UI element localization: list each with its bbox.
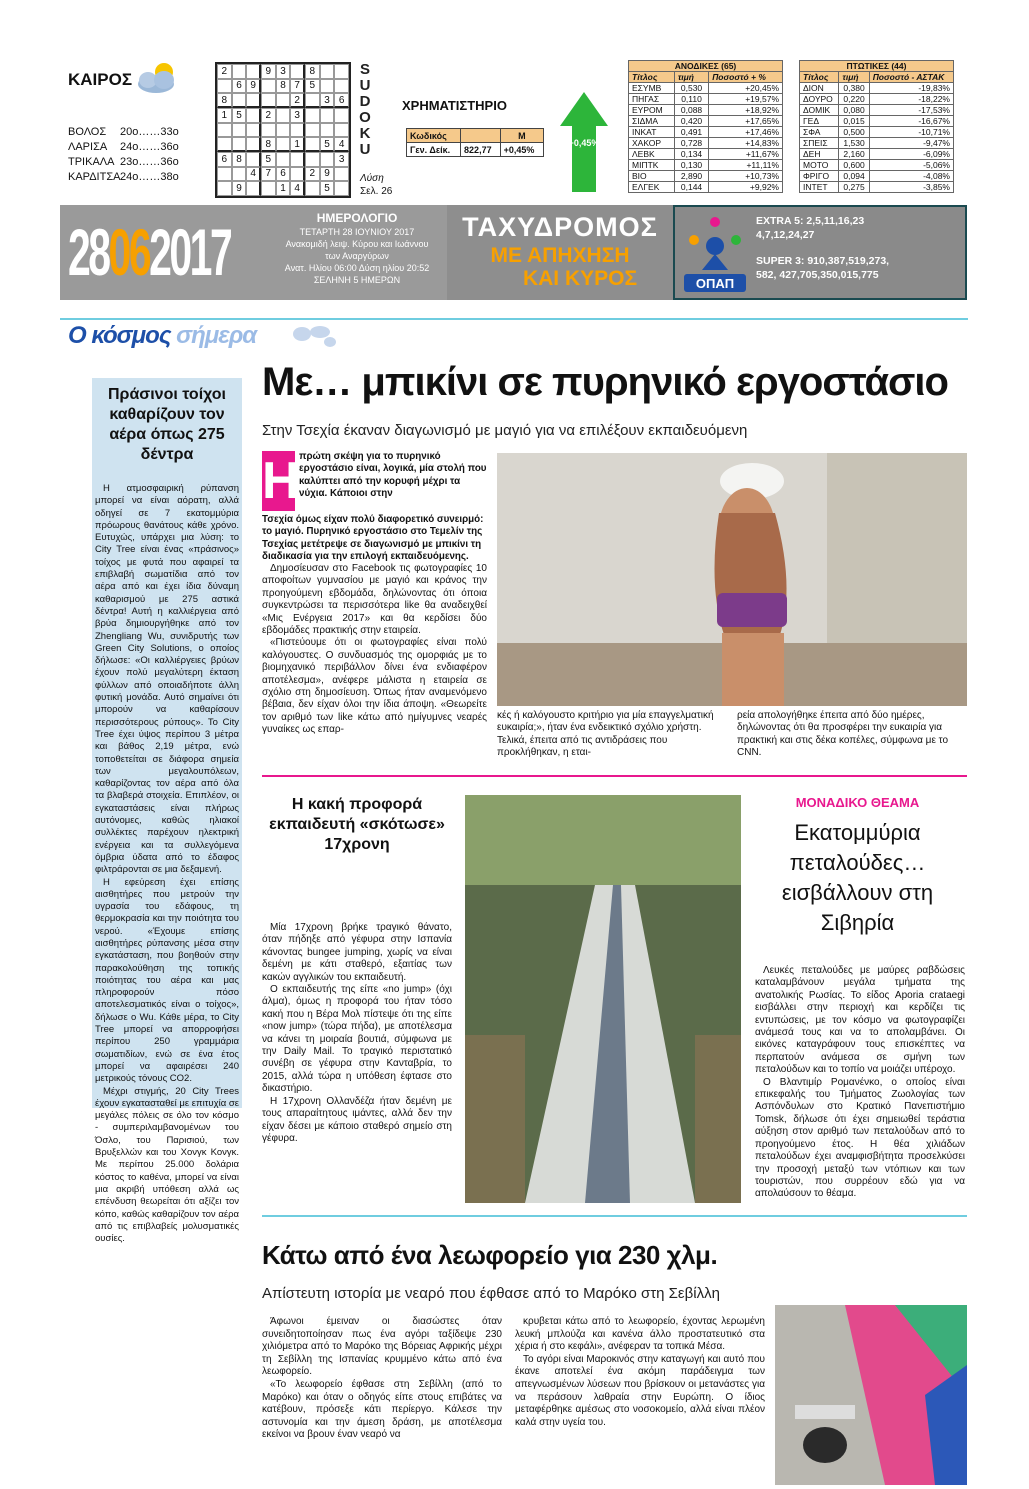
sudoku-cell: 5 — [232, 108, 247, 123]
sudoku-cell — [232, 93, 247, 108]
table-cell: ΕΛΓΕΚ — [629, 182, 675, 193]
sudoku-cell — [246, 152, 261, 167]
sudoku-letter: K — [359, 125, 371, 142]
sudoku-cell: 8 — [217, 93, 232, 108]
blue-divider — [262, 1215, 967, 1217]
table-row — [800, 116, 954, 127]
article3-paragraph: Ο Βλαντιμίρ Ρομανένκο, ο οποίος είναι επικεφαλής του Τμήματος Ζωολογίας των Ασπόνδυλων στο Κρατικό Πανεπιστήμιο Tomsk, δήλωσε ότι έχει σημειωθεί τεράστια αύξηση στον αριθμό των πεταλούδων από το προηγούμενο έτος. Η θέα χιλιάδων πεταλούδων έχει αναμφισβήτητα προσελκύσει την προσοχή μεταξύ των ντόπιων και των τουριστών, που συρρέουν εδώ για να απολαύσουν το θέαμα. — [755, 1076, 965, 1200]
sudoku-cell — [290, 167, 305, 182]
table-cell: ΔΕΗ — [800, 149, 839, 160]
table-cell: +10,73% — [709, 171, 783, 182]
article1-lead: πρώτη σκέψη για το πυρηνικό εργοστάσιο είναι, λογικά, μία στολή που καλύπτει από την κορυφή μέχρι τα νύχια. Κάποιοι στην — [299, 451, 487, 499]
sudoku-cell — [305, 181, 320, 196]
sudoku-cell — [305, 93, 320, 108]
sidebar-paragraph: Η ατμοσφαιρική ρύπανση μπορεί να είναι αόρατη, αλλά οδηγεί σε 7 εκατομμύρια πρόωρους θανάτους κάθε χρόνο. Ευτυχώς, υπάρχει μια λύση: το City Tree είναι ένας «πράσινος» τοίχος με φυτά που αφαιρεί τα επιβλαβή σωματίδια από τον αέρα από και έχει ίδια δύναμη καθαρισμού με 275 αστικά δέντρα! Αυτή η καλλιέργεια από βρύα δημιουργήθηκε από τον Zhengliang Wu, συνιδρυτής των Green City Solutions, ο οποίος δήλωσε: «Οι καλλιέργειες βρύων έχουν πολύ μεγαλύτερη έκταση φύλλων από οποιαδήποτε άλλη φυτική μονάδα. Αυτό σημαίνει ότι μπορούν να καθαρίσουν περισσότερους ρύπους». Το City Tree έχει ύψος περίπου 3 μέτρα και βάθος 2,19 μέτρα, ενώ τοποθετείται σε διάφορα σημεία των μεγαλουπόλεων, καθαρίζοντας τον αέρα από όλα τα βλαβερά στοιχεία. Επιπλέον, οι εγκαταστάσεις είναι πλήρως αυτόνομες, καθώς ηλιακοί συλλέκτες παρέχουν ηλεκτρική ενέργεια και τα συλλεγόμενα όμβρια ύδατα από το έδαφος φιλτράρονται σε μια δεξαμενή. — [95, 483, 239, 876]
table-row — [800, 94, 954, 105]
sudoku-cell — [290, 123, 305, 138]
table-header-row — [629, 72, 783, 83]
table-cell: +11,67% — [709, 149, 783, 160]
bus-boy-photo — [775, 1305, 967, 1485]
table-cell: 0,220 — [839, 94, 869, 105]
article1-headline: Με… μπικίνι σε πυρηνικό εργοστάσιο — [262, 360, 948, 404]
sudoku-cell: 1 — [217, 108, 232, 123]
sudoku-grid — [215, 62, 351, 198]
article4-paragraph: «Το λεωφορείο έφθασε στη Σεβίλλη (από το Μαρόκο) και όταν ο οδηγός είπε στους επιβάτες να κατέβουν, πρόσεξε κάτι περίεργο. Κάλεσε την αστυνομία και την άμεση δράση, με αποτέλεσμα εκείνοι να βρουν έναν νεαρό να — [262, 1378, 502, 1441]
article2-paragraph: Μία 17χρονη βρήκε τραγικό θάνατο, όταν πήδηξε από γέφυρα στην Ισπανία κάνοντας bungee jumping, χωρίς να είναι δεμένη με κάτι σταθερό, εξαιτίας των κακών αγγλικών του εκπαιδευτή. — [262, 922, 452, 983]
table-cell: ΔΟΜΙΚ — [800, 105, 839, 116]
sudoku-cell: 1 — [290, 137, 305, 152]
table-cell: +20,45% — [709, 83, 783, 94]
sudoku-cell — [276, 152, 291, 167]
sudoku-cell — [290, 64, 305, 79]
table-cell: 0,094 — [839, 171, 869, 182]
sudoku-cell: 9 — [261, 64, 276, 79]
table-cell: ΓΕΔ — [800, 116, 839, 127]
sidebar-body — [92, 483, 242, 1245]
table-header-cell: Τίτλος — [800, 72, 839, 83]
almanac — [272, 212, 442, 286]
weather-city: ΛΑΡΙΣΑ — [68, 141, 108, 153]
sudoku-cell: 8 — [305, 64, 320, 79]
stock-row — [407, 143, 544, 157]
sudoku-cell — [217, 123, 232, 138]
weather-row — [68, 125, 179, 140]
article3-headline: Εκατομμύρια πεταλούδες… εισβάλλουν στη Σιβηρία — [781, 820, 934, 935]
table-caption-row — [800, 61, 954, 72]
article2-paragraph: Ο εκπαιδευτής της είπε «no jump» (όχι άλμα), όμως η προφορά του ήταν τόσο κακή που η Βέρα Μολ πίστεψε ότι της είπε «now jump» (τώρα πήδα), με αποτέλεσμα να κάνει τη μοιραία βουτιά, σύμφωνα με την Daily Mail. Το τραγικό περιστατικό συνέβη σε γέφυρα στην Κανταβρία, το 2015, αλλά τώρα η υπόθεση έφτασε στο δικαστήριο. — [262, 984, 452, 1095]
weather-city: ΚΑΡΔΙΤΣΑ — [68, 171, 121, 183]
stock-header-row — [407, 129, 544, 143]
date-year: 2017 — [149, 215, 231, 289]
table-cell: ΣΙΔΜΑ — [629, 116, 675, 127]
sudoku-cell — [320, 152, 335, 167]
world-map-icon — [290, 322, 340, 350]
super3-line: SUPER 3: 910,387,519,273, — [756, 255, 890, 267]
table-cell: -18,22% — [869, 94, 953, 105]
sudoku-cell — [261, 93, 276, 108]
sudoku-cell: 9 — [246, 79, 261, 94]
article2-body — [262, 922, 452, 1145]
sudoku-cell — [334, 64, 349, 79]
table-cell: -10,71% — [869, 127, 953, 138]
section-title-a: Ο κόσμος — [68, 322, 171, 349]
sudoku-solution-label: Λύση — [360, 173, 384, 184]
table-row — [629, 116, 783, 127]
article1-lead-cont: Τσεχία όμως είχαν πολύ διαφορετικό συνειρμό: το μαγιό. Πυρηνικό εργοστάσιο στο Τεμελίν της Τσεχίας μετέτρεψε σε διαγωνισμό με μπικίνι τη διαδικασία για την επιλογή εκπαιδευόμενης. — [262, 514, 484, 562]
table-cell: 0,088 — [674, 105, 708, 116]
stock-cell: +0,45% — [500, 143, 543, 157]
sudoku-cell: 7 — [290, 79, 305, 94]
table-cell: 0,080 — [839, 105, 869, 116]
table-header-cell: Ποσοστό + % — [709, 72, 783, 83]
table-row — [629, 83, 783, 94]
sudoku-cell — [217, 79, 232, 94]
sudoku-cell — [261, 123, 276, 138]
table-cell: ΔΟΥΡΟ — [800, 94, 839, 105]
weather-city: ΒΟΛΟΣ — [68, 126, 107, 138]
extra5-line: 4,7,12,24,27 — [756, 229, 815, 241]
sudoku-cell: 5 — [305, 79, 320, 94]
article4-paragraph: Άφωνοι έμειναν οι διασώστες όταν συνειδητοποίησαν πως ένα αγόρι ταξίδεψε 230 χιλιόμετρα από το Μαρόκο της Βόρειας Αφρικής μέχρι τη Σεβίλλη της Ισπανίας κρυμμένο κάτω από ένα λεωφορείο. — [262, 1316, 502, 1378]
date-day: 28 — [68, 215, 109, 289]
sudoku-cell — [217, 167, 232, 182]
opap-logo — [682, 212, 748, 294]
sudoku-cell — [305, 123, 320, 138]
weather-row — [68, 140, 179, 155]
sudoku-cell: 6 — [232, 79, 247, 94]
sudoku-cell — [276, 93, 291, 108]
sudoku-cell: 5 — [261, 152, 276, 167]
table-caption: ΠΤΩΤΙΚΕΣ (44) — [800, 61, 954, 72]
butterflies-stream-photo — [465, 795, 741, 1203]
sudoku-cell: 6 — [334, 93, 349, 108]
section-title — [68, 322, 256, 350]
cloud-sun-icon — [130, 60, 186, 96]
sudoku-cell — [290, 152, 305, 167]
stock-title: ΧΡΗΜΑΤΙΣΤΗΡΙΟ — [402, 98, 507, 113]
sudoku-cell — [232, 167, 247, 182]
table-cell: ΣΦΑ — [800, 127, 839, 138]
sudoku-cell: 2 — [305, 167, 320, 182]
table-cell: 0,144 — [674, 182, 708, 193]
bikini-helmet-photo — [497, 453, 967, 706]
table-row — [629, 160, 783, 171]
sudoku-cell — [246, 108, 261, 123]
table-cell: -5,06% — [869, 160, 953, 171]
table-cell: ΕΣΥΜΒ — [629, 83, 675, 94]
stock-header-cell: Μ — [500, 129, 543, 143]
stock-header-cell: Κωδικός — [407, 129, 461, 143]
sudoku-cell — [334, 167, 349, 182]
weather-city: ΤΡΙΚΑΛΑ — [68, 156, 115, 168]
sudoku-cell: 5 — [320, 181, 335, 196]
sudoku-cell: 9 — [320, 167, 335, 182]
table-row — [629, 149, 783, 160]
sudoku-cell — [334, 123, 349, 138]
table-cell: +19,57% — [709, 94, 783, 105]
table-cell: +9,92% — [709, 182, 783, 193]
weather-row — [68, 170, 179, 185]
section-title-b: σήμερα — [176, 322, 257, 349]
sudoku-letter: U — [359, 77, 371, 94]
table-cell: ΧΑΚΟΡ — [629, 138, 675, 149]
article1-paragraph: «Πιστεύουμε ότι οι φωτογραφίες είναι πολύ καλόγουστες. Ο συνδυασμός της ομορφιάς με το βιομηχανικό περιβάλλον δίνει ένα ενδιαφέρον αποτέλεσμα», ανέφερε μάλιστα η εταιρεία σε σχόλιο στη δημοσίευση. Όπως ήταν αναμενόμενο βέβαια, δεν είχαν όλοι την ίδια άποψη. «Θεωρείτε τον αριθμό των like κάτω από ημίγυμνες νεαρές γυναίκες ως επαρ- — [262, 637, 487, 736]
article4-subhead: Απίστευτη ιστορία με νεαρό που έφθασε από το Μαρόκο στη Σεβίλλη — [262, 1285, 720, 1302]
sudoku-letter: U — [359, 141, 371, 158]
sudoku-cell — [261, 79, 276, 94]
stock-index-table — [406, 128, 544, 157]
table-caption: ΑΝΟΔΙΚΕΣ (65) — [629, 61, 783, 72]
sudoku-cell: 6 — [276, 167, 291, 182]
date-month: 06 — [108, 215, 150, 289]
stock-arrow-label: +0,45% — [568, 138, 600, 148]
table-cell: ΕΥΡΟΜ — [629, 105, 675, 116]
sudoku-cell — [217, 181, 232, 196]
table-cell: 0,600 — [839, 160, 869, 171]
table-cell: ΣΠΕΙΣ — [800, 138, 839, 149]
table-cell: 1,530 — [839, 138, 869, 149]
article1-col2: κές ή καλόγουστο κριτήριο για μία επαγγελματική ευκαιρία;», ήταν ένα ενδεικτικό σχόλιο χρήστη. Τελικά, έπειτα από τις αντιδράσεις που προκλήθηκαν, η εται- — [497, 710, 714, 759]
sudoku-solution-ref — [360, 172, 392, 198]
table-row — [629, 182, 783, 193]
table-cell: 0,134 — [674, 149, 708, 160]
article3-body — [755, 965, 965, 1201]
sudoku-cell — [276, 137, 291, 152]
almanac-line: Ανακομιδή λειψ. Κύρου και Ιωάννου — [285, 239, 429, 249]
table-cell: 0,530 — [674, 83, 708, 94]
table-cell: +18,92% — [709, 105, 783, 116]
table-cell: ΦΡΙΓΟ — [800, 171, 839, 182]
sudoku-cell: 1 — [276, 181, 291, 196]
table-cell: 0,420 — [674, 116, 708, 127]
sudoku-cell: 4 — [246, 167, 261, 182]
table-row — [800, 83, 954, 94]
table-row — [800, 149, 954, 160]
sudoku-cell — [246, 181, 261, 196]
article1-paragraph: Δημοσίευσαν στο Facebook τις φωτογραφίες 10 αποφοίτων γυμνασίου με μαγιό και κράνος την προηγούμενη εβδομάδα, δηλώνοντας ότι όποια συγκεντρώσει τα περισσότερα like θα αναδειχθεί «Μις Ενέργεια 2017» και θα κερδίσει δύο εβδομάδες πρακτικής στην εταιρεία. — [262, 563, 487, 637]
sudoku-cell — [334, 181, 349, 196]
sudoku-cell — [232, 137, 247, 152]
sudoku-cell: 4 — [334, 137, 349, 152]
sudoku-cell — [320, 64, 335, 79]
table-header-cell: τιμή — [674, 72, 708, 83]
table-row — [629, 105, 783, 116]
sudoku-cell — [320, 108, 335, 123]
table-cell: -16,67% — [869, 116, 953, 127]
almanac-line: ΤΕΤΑΡΤΗ 28 ΙΟΥΝΙΟΥ 2017 — [299, 227, 415, 237]
table-row — [800, 138, 954, 149]
sudoku-cell — [334, 79, 349, 94]
sudoku-cell — [232, 123, 247, 138]
sudoku-cell — [246, 123, 261, 138]
table-row — [800, 182, 954, 193]
article1-subhead: Στην Τσεχία έκαναν διαγωνισμό με μαγιό για να επιλέξουν εκπαιδευόμενη — [262, 422, 748, 439]
table-cell: -9,47% — [869, 138, 953, 149]
weather-row — [68, 155, 179, 170]
big-date — [68, 214, 230, 290]
sudoku-word — [358, 62, 372, 158]
section-divider — [60, 318, 968, 320]
sudoku-cell — [320, 79, 335, 94]
table-cell: 0,491 — [674, 127, 708, 138]
slogan-line: ΚΑΙ ΚΥΡΟΣ — [522, 267, 638, 290]
table-cell: 0,728 — [674, 138, 708, 149]
sudoku-cell — [276, 108, 291, 123]
table-cell: ΙΝΤΕΤ — [800, 182, 839, 193]
sudoku-solution-page: Σελ. 26 — [360, 186, 393, 197]
table-cell: 0,015 — [839, 116, 869, 127]
table-cell: -4,08% — [869, 171, 953, 182]
sudoku-cell: 2 — [217, 64, 232, 79]
sudoku-cell — [261, 181, 276, 196]
article3-paragraph: Λευκές πεταλούδες με μαύρες ραβδώσεις καταλαμβάνουν μεγάλα τμήματα της ανατολικής Ρωσίας. Το είδος Aporia crataegi εισβάλλει στην περιοχή και κερδίζει τις εντυπώσεις, με τον κόσμο να φωτογραφίζει ανάμεσά τους και να το απολαμβάνει. Οι εικόνες καταγράφουν τους επισκέπτες να περπατούν ανάμεσα σε σμήνη των πεταλούδων και το τοπίο να μοιάζει υπέροχο. — [755, 965, 965, 1076]
weather-title: ΚΑΙΡΟΣ — [68, 70, 133, 89]
weather-temp: 24ο……36ο — [120, 141, 179, 153]
table-row — [629, 94, 783, 105]
pink-divider — [262, 775, 967, 777]
sudoku-cell: 3 — [276, 64, 291, 79]
almanac-line: ΣΕΛΗΝΗ 5 ΗΜΕΡΩΝ — [313, 275, 401, 285]
table-cell: ΛΕΒΚ — [629, 149, 675, 160]
table-cell: -17,53% — [869, 105, 953, 116]
sudoku-cell: 3 — [334, 152, 349, 167]
sudoku-cell: 2 — [261, 108, 276, 123]
sudoku-cell: 8 — [232, 152, 247, 167]
table-cell: -6,09% — [869, 149, 953, 160]
slogan-line: ΜΕ ΑΠΗΧΗΣΗ — [490, 244, 630, 267]
gainers-table — [628, 60, 783, 193]
sudoku-letter: S — [359, 61, 370, 78]
article3-kicker: ΜΟΝΑΔΙΚΟ ΘΕΑΜΑ — [795, 795, 920, 810]
sudoku-cell — [276, 123, 291, 138]
table-header-cell: Ποσοστό - ΑΣΤΑΚ — [869, 72, 953, 83]
table-cell: +14,83% — [709, 138, 783, 149]
article2-paragraph: Η 17χρονη Ολλανδέζα ήταν δεμένη με τους απαραίτητους ιμάντες, αλλά δεν την είχαν δέσει με κάποιο σταθερό σημείο στη γέφυρα. — [262, 1095, 452, 1144]
newspaper-slogan — [447, 244, 673, 290]
table-row — [800, 105, 954, 116]
table-caption-row — [629, 61, 783, 72]
table-cell: ΜΙΠΤΚ — [629, 160, 675, 171]
sudoku-cell: 5 — [320, 137, 335, 152]
sudoku-cell: 8 — [276, 79, 291, 94]
table-cell: ΠΗΓΑΣ — [629, 94, 675, 105]
weather-temp: 20ο……33ο — [120, 126, 179, 138]
article4-paragraph: κρυβεται κάτω από το λεωφορείο, έχοντας λερωμένη λευκή μπλούζα και κανένα άλλο προστατευτικό στα χέρια ή στο κεφάλι», ανέφεραν τα τοπικά Μέσα. — [515, 1316, 765, 1353]
lottery-results — [756, 214, 961, 282]
table-cell: -19,83% — [869, 83, 953, 94]
sudoku-cell — [246, 137, 261, 152]
table-row — [800, 160, 954, 171]
table-cell: -3,85% — [869, 182, 953, 193]
sudoku-cell — [217, 137, 232, 152]
sudoku-cell: 2 — [290, 93, 305, 108]
sudoku-cell: 7 — [261, 167, 276, 182]
article1-body — [262, 563, 487, 737]
sudoku-cell — [334, 108, 349, 123]
table-cell: ΜΟΤΟ — [800, 160, 839, 171]
table-cell: +17,46% — [709, 127, 783, 138]
table-header-cell: Τίτλος — [629, 72, 675, 83]
stock-cell: Γεν. Δείκ. — [407, 143, 461, 157]
table-cell: +17,65% — [709, 116, 783, 127]
table-row — [629, 127, 783, 138]
table-cell: 0,130 — [674, 160, 708, 171]
losers-table — [799, 60, 954, 193]
stock-header-cell — [461, 129, 501, 143]
weather-temp: 23ο……36ο — [120, 156, 179, 168]
table-cell: +11,11% — [709, 160, 783, 171]
weather-temp: 24ο……38ο — [120, 171, 179, 183]
sudoku-cell — [305, 137, 320, 152]
almanac-line: των Αναργύρων — [325, 251, 389, 261]
sidebar-paragraph: Η εφεύρεση έχει επίσης αισθητήρες που μετρούν την υγρασία του εδάφους, τη θερμοκρασία και την ποιότητα του νερού. «Έχουμε επίσης αισθητήρες ρύπανσης μέσα στην εγκατάσταση, που βοηθούν στην παρακολούθηση της τοπικής ποιότητας του αέρα και μας πληροφορούν πόσο αποτελεσματικός είναι ο τοίχος», δήλωσε ο Wu. Κάθε μέρα, το City Tree μπορεί να απορροφήσει περίπου 250 γραμμάρια σωματιδίων, ενώ σε ένα έτος μπορεί να αφαιρέσει 240 μετρικούς τόνους CO2. — [95, 876, 239, 1085]
super3-line: 582, 427,705,350,015,775 — [756, 269, 879, 281]
sidebar-paragraph: Μέχρι στιγμής, 20 City Trees έχουν εγκατασταθεί με επιτυχία σε μεγάλες πόλεις σε όλο τον κόσμο - συμπεριλαμβανομένων του Όσλο, του Παρισιού, των Βρυξελλών και του Χονγκ Κονγκ. Με περίπου 25.000 δολάρια κόστος το καθένα, μπορεί να είναι μια ακριβή υπόθεση αλλά ως επένδυση θεωρείται ότι αξίζει τον κόπο, καθώς καθαρίζουν τον αέρα από τις επιβλαβείς μολυσματικές ουσίες. — [95, 1085, 239, 1245]
table-cell: ΙΝΚΑΤ — [629, 127, 675, 138]
sudoku-cell — [246, 93, 261, 108]
table-row — [629, 138, 783, 149]
table-cell: 0,380 — [839, 83, 869, 94]
sudoku-cell — [320, 123, 335, 138]
sudoku-cell: 9 — [232, 181, 247, 196]
sudoku-cell: 3 — [290, 108, 305, 123]
weather-list — [68, 125, 179, 185]
article1-col3: ρεία απολογήθηκε έπειτα από δύο ημέρες, δηλώνοντας ότι θα προσφέρει την ευκαιρία για πρακτική και στις δέκα κοπέλες, σύμφωνα με το CNN. — [737, 710, 949, 759]
table-header-row — [800, 72, 954, 83]
sudoku-letter: O — [359, 109, 371, 126]
table-cell: 2,890 — [674, 171, 708, 182]
table-cell: 0,110 — [674, 94, 708, 105]
sudoku-cell — [232, 64, 247, 79]
sudoku-cell — [305, 108, 320, 123]
table-cell: 2,160 — [839, 149, 869, 160]
extra5-line: EXTRA 5: 2,5,11,16,23 — [756, 215, 865, 227]
article1-dropcap: Η — [262, 452, 300, 510]
sudoku-cell — [246, 64, 261, 79]
table-row — [629, 171, 783, 182]
table-cell: ΒΙΟ — [629, 171, 675, 182]
table-cell: 0,275 — [839, 182, 869, 193]
table-cell: 0,500 — [839, 127, 869, 138]
table-header-cell: τιμή — [839, 72, 869, 83]
almanac-line: Ανατ. Ηλίου 06:00 Δύση ηλίου 20:52 — [284, 263, 430, 273]
table-row — [800, 171, 954, 182]
article4-col2 — [515, 1316, 765, 1429]
article2-headline: Η κακή προφορά εκπαιδευτή «σκότωσε» 17χρονη — [269, 796, 445, 853]
opap-logo-text: ΟΠΑΠ — [695, 276, 735, 291]
stock-cell: 822,77 — [461, 143, 501, 157]
article4-headline: Κάτω από ένα λεωφορείο για 230 χλμ. — [262, 1240, 718, 1270]
table-cell: ΔΙΟΝ — [800, 83, 839, 94]
table-row — [800, 127, 954, 138]
sudoku-cell: 6 — [217, 152, 232, 167]
sudoku-cell: 4 — [290, 181, 305, 196]
sudoku-cell: 8 — [261, 137, 276, 152]
sudoku-cell: 3 — [320, 93, 335, 108]
sidebar-headline: Πράσινοι τοίχοι καθαρίζουν τον αέρα όπως 275 δέντρα — [107, 386, 226, 463]
sudoku-cell — [305, 152, 320, 167]
almanac-title: ΗΜΕΡΟΛΟΓΙΟ — [316, 211, 398, 225]
newspaper-name: ΤΑΧΥΔΡΟΜΟΣ — [462, 212, 658, 242]
article4-paragraph: Το αγόρι είναι Μαροκινός στην καταγωγή και αυτό που έκανε αποτελεί ένα ακόμη παράδειγμα των απεγνωσμένων λύσεων που βρίσκουν οι μετανάστες για να περάσουν λαθραία στην Ευρώπη. Ο ίδιος μεταφέρθηκε αμέσως στο νοσοκομείο, αλλά είναι πλέον καλά στην υγεία του. — [515, 1353, 765, 1428]
article4-col1 — [262, 1316, 502, 1442]
sudoku-letter: D — [359, 93, 371, 110]
